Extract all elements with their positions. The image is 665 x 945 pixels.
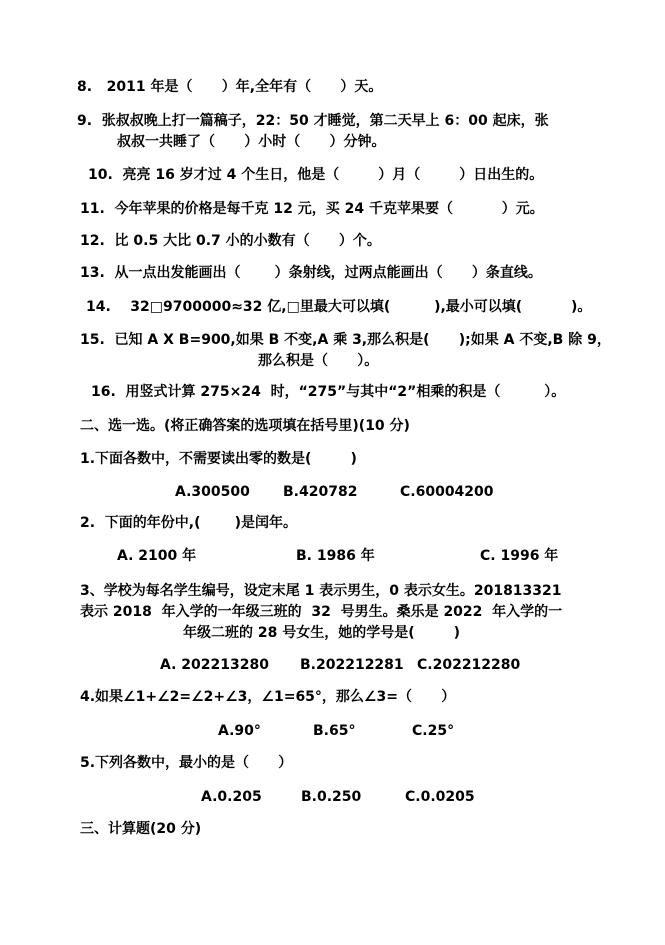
choice-4-option-c: C.25°	[412, 723, 455, 739]
question-9-line-1: 9. 张叔叔晚上打一篇稿子，22：50 才睡觉，第二天早上 6：00 起床，张	[77, 113, 549, 129]
question-15-line-1: 15. 已知 A X B=900,如果 B 不变,A 乘 3,那么积是( );如果 A 不变,B 除 9，	[80, 332, 611, 348]
choice-4-option-a: A.90°	[218, 723, 261, 739]
choice-1-question: 1.下面各数中，不需要读出零的数是( )	[80, 451, 357, 467]
question-11: 11. 今年苹果的价格是每千克 12 元，买 24 千克苹果要（ ）元。	[80, 201, 544, 217]
choice-4-question: 4.如果∠1+∠2=∠2+∠3，∠1=65°，那么∠3=（ ）	[80, 689, 456, 705]
choice-5-option-c: C.0.0205	[405, 789, 475, 805]
question-12: 12. 比 0.5 大比 0.7 小的小数有（ ）个。	[80, 233, 381, 249]
choice-3-option-c: C.202212280	[417, 657, 521, 673]
section-2-title: 二、选一选。(将正确答案的选项填在括号里)(10 分)	[80, 418, 410, 434]
choice-1-option-a: A.300500	[175, 484, 250, 500]
choice-1-option-c: C.60004200	[400, 484, 494, 500]
choice-1-option-b: B.420782	[283, 484, 358, 500]
choice-2-option-a: A. 2100 年	[117, 548, 197, 564]
choice-3-line-3: 年级二班的 28 号女生，她的学号是( )	[183, 625, 461, 641]
choice-5-option-a: A.0.205	[201, 789, 262, 805]
choice-5-option-b: B.0.250	[301, 789, 362, 805]
question-16: 16. 用竖式计算 275×24 时，“275”与其中“2”相乘的积是（ ）。	[91, 384, 566, 400]
choice-5-question: 5.下列各数中，最小的是（ ）	[80, 755, 293, 771]
question-14: 14. 32□9700000≈32 亿,□里最大可以填( ),最小可以填( )。	[86, 299, 592, 315]
question-10: 10. 亮亮 16 岁才过 4 个生日，他是（ ）月（ ）日出生的。	[88, 167, 544, 183]
question-15-line-2: 那么积是（ ）。	[258, 353, 379, 369]
question-13: 13. 从一点出发能画出（ ）条射线，过两点能画出（ ）条直线。	[80, 265, 542, 281]
choice-2-option-b: B. 1986 年	[296, 548, 375, 564]
choice-2-option-c: C. 1996 年	[480, 548, 559, 564]
choice-4-option-b: B.65°	[313, 723, 356, 739]
choice-3-option-b: B.202212281	[300, 657, 404, 673]
choice-3-line-1: 3、学校为每名学生编号，设定末尾 1 表示男生，0 表示女生。201813321	[80, 583, 562, 599]
question-8: 8. 2011 年是（ ）年,全年有（ ）天。	[77, 79, 383, 95]
section-3-title: 三、计算题(20 分)	[80, 821, 202, 837]
choice-2-question: 2. 下面的年份中,( )是闰年。	[80, 515, 298, 531]
choice-3-line-2: 表示 2018 年入学的一年级三班的 32 号男生。桑乐是 2022 年入学的一	[80, 604, 563, 620]
choice-3-option-a: A. 202213280	[160, 657, 269, 673]
question-9-line-2: 叔叔一共睡了（ ）小时（ ）分钟。	[117, 134, 386, 150]
